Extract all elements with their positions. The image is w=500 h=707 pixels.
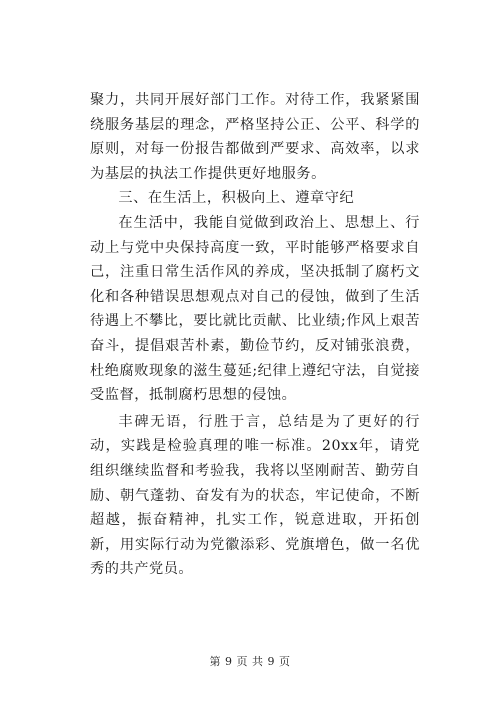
paragraph-work-continued: 聚力，共同开展好部门工作。对待工作，我紧紧围绕服务基层的理念，严格坚持公正、公平、科学的原则，对每一份报告都做到严要求、高效率，以求为基层的执法工作提供更好地服务。 [90,92,420,182]
document-body [90,88,420,582]
paragraph-conclusion: 丰碑无语，行胜于言，总结是为了更好的行动，实践是检验真理的唯一标准。20xx年，请党组织继续监督和考验我，我将以坚刚耐苦、勤劳自励、朝气蓬勃、奋发有为的状态，牢记使命，不断超越，振奋精神，扎实工作，锐意进取，开拓创新，用实际行动为党徽添彩、党旗增色，做一名优秀的共产党员。 [90,413,420,578]
page-number-footer: 第 9 页 共 9 页 [209,655,291,668]
section-heading-life: 三、在生活上，积极向上、遵章守纪 [118,190,355,207]
paragraph-life: 在生活中，我能自觉做到政治上、思想上、行动上与党中央保持高度一致，平时能够严格要求自己，注重日常生活作风的养成，坚决抵制了腐朽文化和各种错误思想观点对自己的侵蚀，做到了生活待遇上不攀比，要比就比贡献、比业绩;作风上艰苦奋斗，提倡艰苦朴素，勤俭节约，反对铺张浪费，杜绝腐败现象的滋生蔓延;纪律上遵纪守法，自觉接受监督，抵制腐朽思想的侵蚀。 [90,214,420,404]
